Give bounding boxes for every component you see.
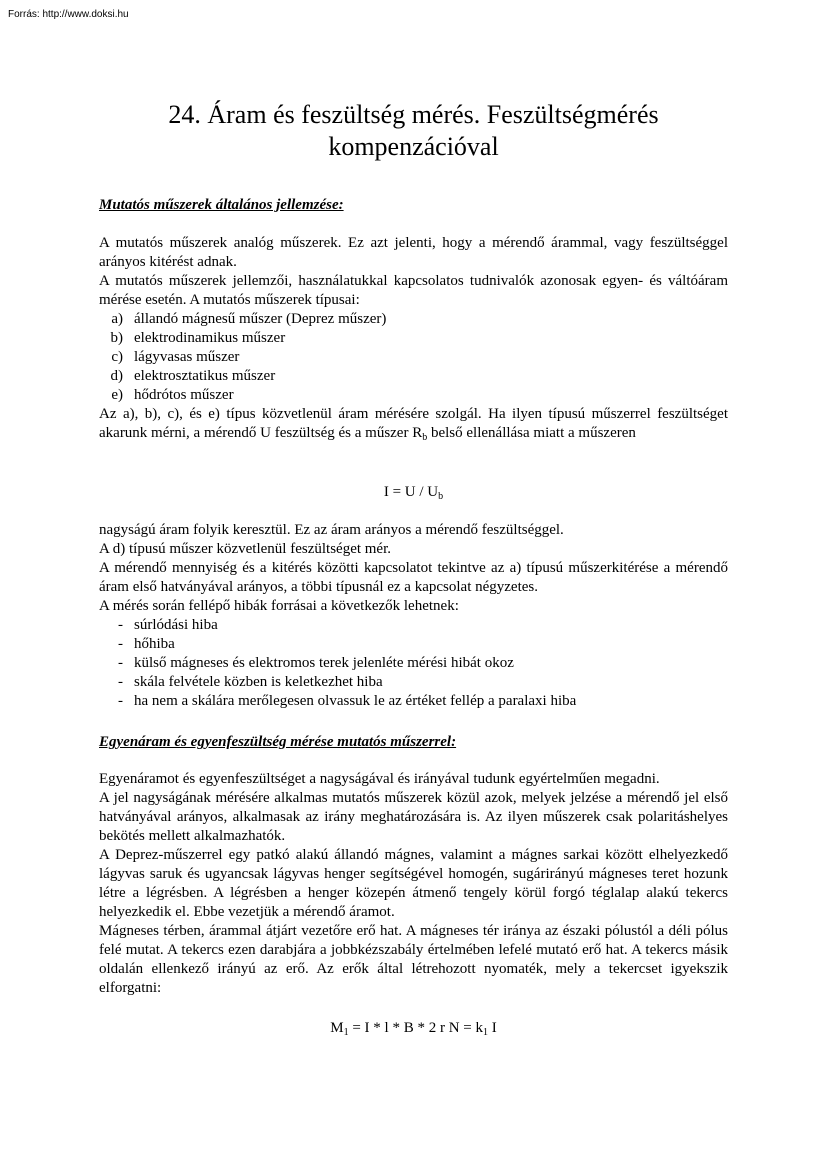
list-item: c) lágyvasas műszer bbox=[111, 349, 240, 365]
list-item: - súrlódási hiba bbox=[118, 617, 218, 633]
paragraph: A Deprez-műszerrel egy patkó alakú állandó mágnes, valamint a mágnes sarkai között elhelyezkedő lágyvas saruk és ugyancsak lágyvas henger segítségével homogén, sugárirányú mágneses teret hozunk létre a légrésben. A légrésben a henger közepén átmenő tengely körül forgó téglalap alakú tekercs helyezkedik el. Ebbe vezetjük a mérendő áramot. bbox=[99, 847, 728, 920]
paragraph: A jel nagyságának mérésére alkalmas mutatós műszerek közül azok, melyek jelzése a mérendő jel első hatványával arányos, alkalmasak az irány meghatározására is. Az ilyen műszerek csak polaritáshelyes bekötés mellett alkalmazhatók. bbox=[99, 790, 728, 844]
list-item: b) elektrodinamikus műszer bbox=[110, 330, 286, 346]
list-item: - külső mágneses és elektromos terek jelenléte mérési hibát okoz bbox=[118, 655, 514, 671]
paragraph: nagyságú áram folyik keresztül. Ez az áram arányos a mérendő feszültséggel. bbox=[99, 522, 564, 538]
list-item: - skála felvétele közben is keletkezhet hiba bbox=[118, 674, 383, 690]
list-item: a) állandó mágnesű műszer (Deprez műszer) bbox=[111, 311, 387, 327]
section-heading-dc-measurement: Egyenáram és egyenfeszültség mérése mutatós műszerrel: bbox=[99, 734, 457, 750]
source-label: Forrás: http://www.doksi.hu bbox=[8, 9, 129, 20]
formula-torque: $M_1 = I * l * B * 2$ r $N = k_1$ I bbox=[330, 1020, 497, 1038]
section2-body bbox=[99, 770, 728, 998]
paragraph: A mérendő mennyiség és a kitérés közötti kapcsolatot tekintve az a) típusú műszerkitérése a mérendő áram első hatványával arányos, a többi típusnál ez a kapcsolat négyzetes. bbox=[99, 560, 728, 595]
document-title bbox=[99, 99, 728, 163]
list-item: - ha nem a skálára merőlegesen olvassuk le az értéket fellép a paralaxi hiba bbox=[118, 693, 577, 709]
paragraph: Egyenáramot és egyenfeszültséget a nagyságával és irányával tudunk egyértelműen megadni. bbox=[99, 771, 660, 787]
paragraph: A mutatós műszerek jellemzői, használatukkal kapcsolatos tudnivalók azonosak egyen- és váltóáram mérése esetén. A mutatós műszerek típusai: bbox=[99, 273, 728, 308]
paragraph: Az a), b), c), és e) típus közvetlenül áram mérésére szolgál. Ha ilyen típusú műszerrel feszültséget akarunk mérni, a mérendő U feszültség és a műszer $R_b$ belső ellenállása miatt a műszeren bbox=[99, 406, 728, 443]
paragraph: Mágneses térben, árammal átjárt vezetőre erő hat. A mágneses tér iránya az északi pólustól a déli pólus felé mutat. A tekercs ezen darabjára a jobbkézszabály értelmében lefelé mutató erő hat. A tekercs másik oldalán ellenkező irányú az erő. Az erők által létrehozott nyomaték, mely a tekercset igyekszik elforgatni: bbox=[99, 923, 728, 996]
title-line-1: 24. Áram és feszültség mérés. Feszültségmérés bbox=[168, 100, 659, 129]
section1-continued bbox=[99, 521, 728, 711]
paragraph: A d) típusú műszer közvetlenül feszültséget mér. bbox=[99, 541, 392, 557]
section-heading-analog-meters: Mutatós műszerek általános jellemzése: bbox=[99, 197, 344, 213]
list-item: - hőhiba bbox=[118, 636, 175, 652]
error-sources-list bbox=[99, 616, 728, 711]
paragraph: A mérés során fellépő hibák forrásai a következők lehetnek: bbox=[99, 598, 459, 614]
paragraph: A mutatós műszerek analóg műszerek. Ez azt jelenti, hogy a mérendő árammal, vagy feszültséggel arányos kitérést adnak. bbox=[99, 235, 728, 270]
section1-intro bbox=[99, 234, 728, 443]
list-item: e) hődrótos műszer bbox=[111, 387, 234, 403]
list-item: d) elektrosztatikus műszer bbox=[110, 368, 276, 384]
meter-types-list bbox=[99, 310, 728, 405]
formula-current: $I = U / U_b$ bbox=[383, 484, 444, 502]
title-line-2: kompenzációval bbox=[328, 132, 499, 161]
